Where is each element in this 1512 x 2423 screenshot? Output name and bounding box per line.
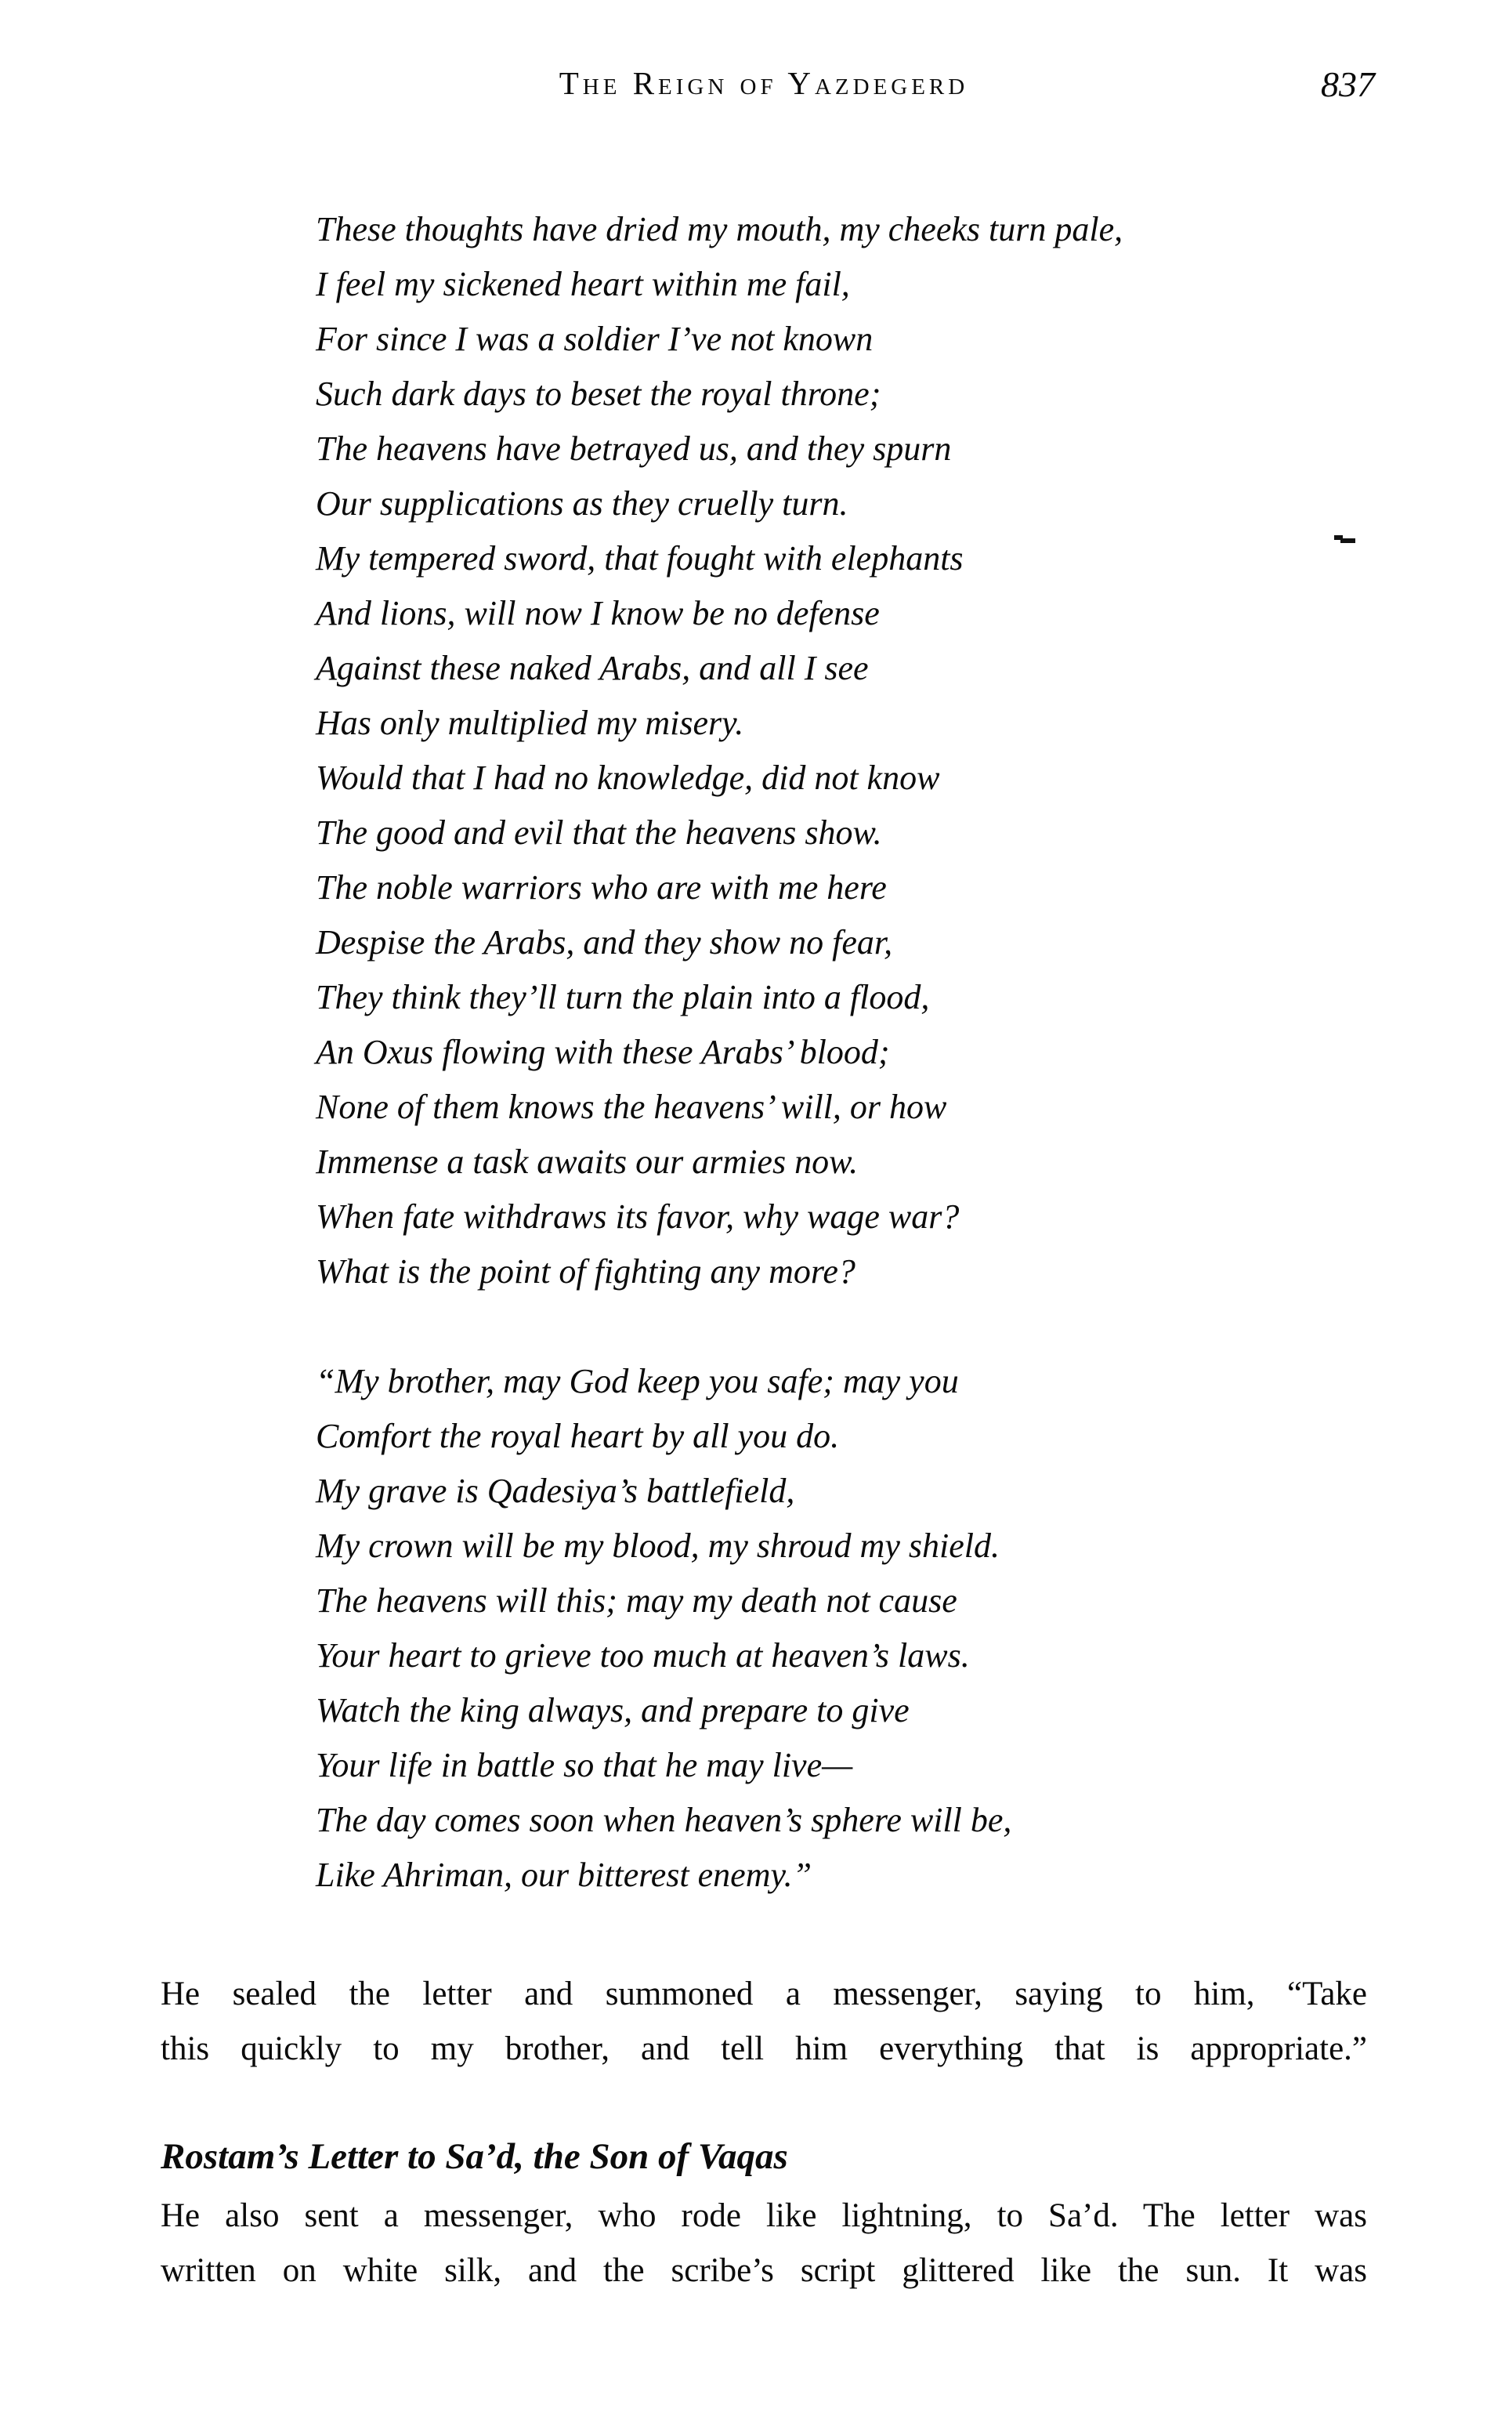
poem-line: They think they’ll turn the plain into a flood, — [316, 978, 930, 1016]
poem-line: My crown will be my blood, my shroud my shield. — [316, 1527, 1000, 1565]
poem-line: Immense a task awaits our armies now. — [316, 1143, 859, 1181]
poem-line: Has only multiplied my misery. — [316, 704, 744, 742]
poem-line: Your heart to grieve too much at heaven’s laws. — [316, 1636, 970, 1675]
poem-line: I feel my sickened heart within me fail, — [316, 265, 850, 303]
poem-line: The good and evil that the heavens show. — [316, 813, 882, 852]
poem-line: And lions, will now I know be no defense — [316, 594, 880, 632]
prose-line: He also sent a messenger, who rode like lightning, to Sa’d. The letter was — [161, 2197, 1367, 2234]
poem-line: An Oxus flowing with these Arabs’ blood; — [316, 1033, 890, 1071]
poem-line: The noble warriors who are with me here — [316, 868, 887, 907]
poem-line: Your life in battle so that he may live— — [316, 1746, 853, 1784]
paragraph-rostams-letter — [161, 2189, 1367, 2298]
prose-line: He sealed the letter and summoned a messenger, saying to him, “Take — [161, 1976, 1367, 2012]
running-head-title: The Reign of Yazdegerd — [559, 65, 969, 101]
poem-line: None of them knows the heavens’ will, or how — [316, 1088, 947, 1126]
paragraph-sealed-letter — [161, 1967, 1367, 2077]
poem-block — [316, 202, 1358, 1903]
poem-line: Despise the Arabs, and they show no fear, — [316, 923, 893, 962]
poem-line: What is the point of fighting any more? — [316, 1252, 855, 1291]
poem-line: “My brother, may God keep you safe; may you — [316, 1362, 959, 1400]
prose-line: written on white silk, and the scribe’s script glittered like the sun. It was — [161, 2252, 1367, 2289]
poem-line: Watch the king always, and prepare to give — [316, 1691, 910, 1729]
poem-line: These thoughts have dried my mouth, my cheeks turn pale, — [316, 210, 1123, 248]
stanza-break — [316, 1299, 1358, 1354]
poem-line: Our supplications as they cruelly turn. — [316, 484, 848, 523]
poem-line: My tempered sword, that fought with elephants — [316, 539, 964, 578]
page-number: 837 — [1321, 64, 1375, 104]
poem-line: The heavens will this; may my death not cause — [316, 1581, 957, 1620]
prose-line: this quickly to my brother, and tell him everything that is appropriate.” — [161, 2030, 1367, 2067]
poem-line: Such dark days to beset the royal throne; — [316, 375, 881, 413]
poem-line: Comfort the royal heart by all you do. — [316, 1417, 840, 1455]
poem-line: The heavens have betrayed us, and they spurn — [316, 429, 952, 468]
poem-line: My grave is Qadesiya’s battlefield, — [316, 1472, 795, 1510]
poem-line: Would that I had no knowledge, did not know — [316, 759, 940, 797]
poem-line: The day comes soon when heaven’s sphere will be, — [316, 1801, 1012, 1839]
poem-line: Against these naked Arabs, and all I see — [316, 649, 869, 687]
poem-line: When fate withdraws its favor, why wage war? — [316, 1197, 960, 1236]
poem-line: Like Ahriman, our bitterest enemy.” — [316, 1856, 812, 1894]
poem-line: For since I was a soldier I’ve not known — [316, 320, 874, 358]
running-head — [161, 61, 1375, 105]
section-heading: Rostam’s Letter to Sa’d, the Son of Vaqas — [161, 2136, 788, 2177]
